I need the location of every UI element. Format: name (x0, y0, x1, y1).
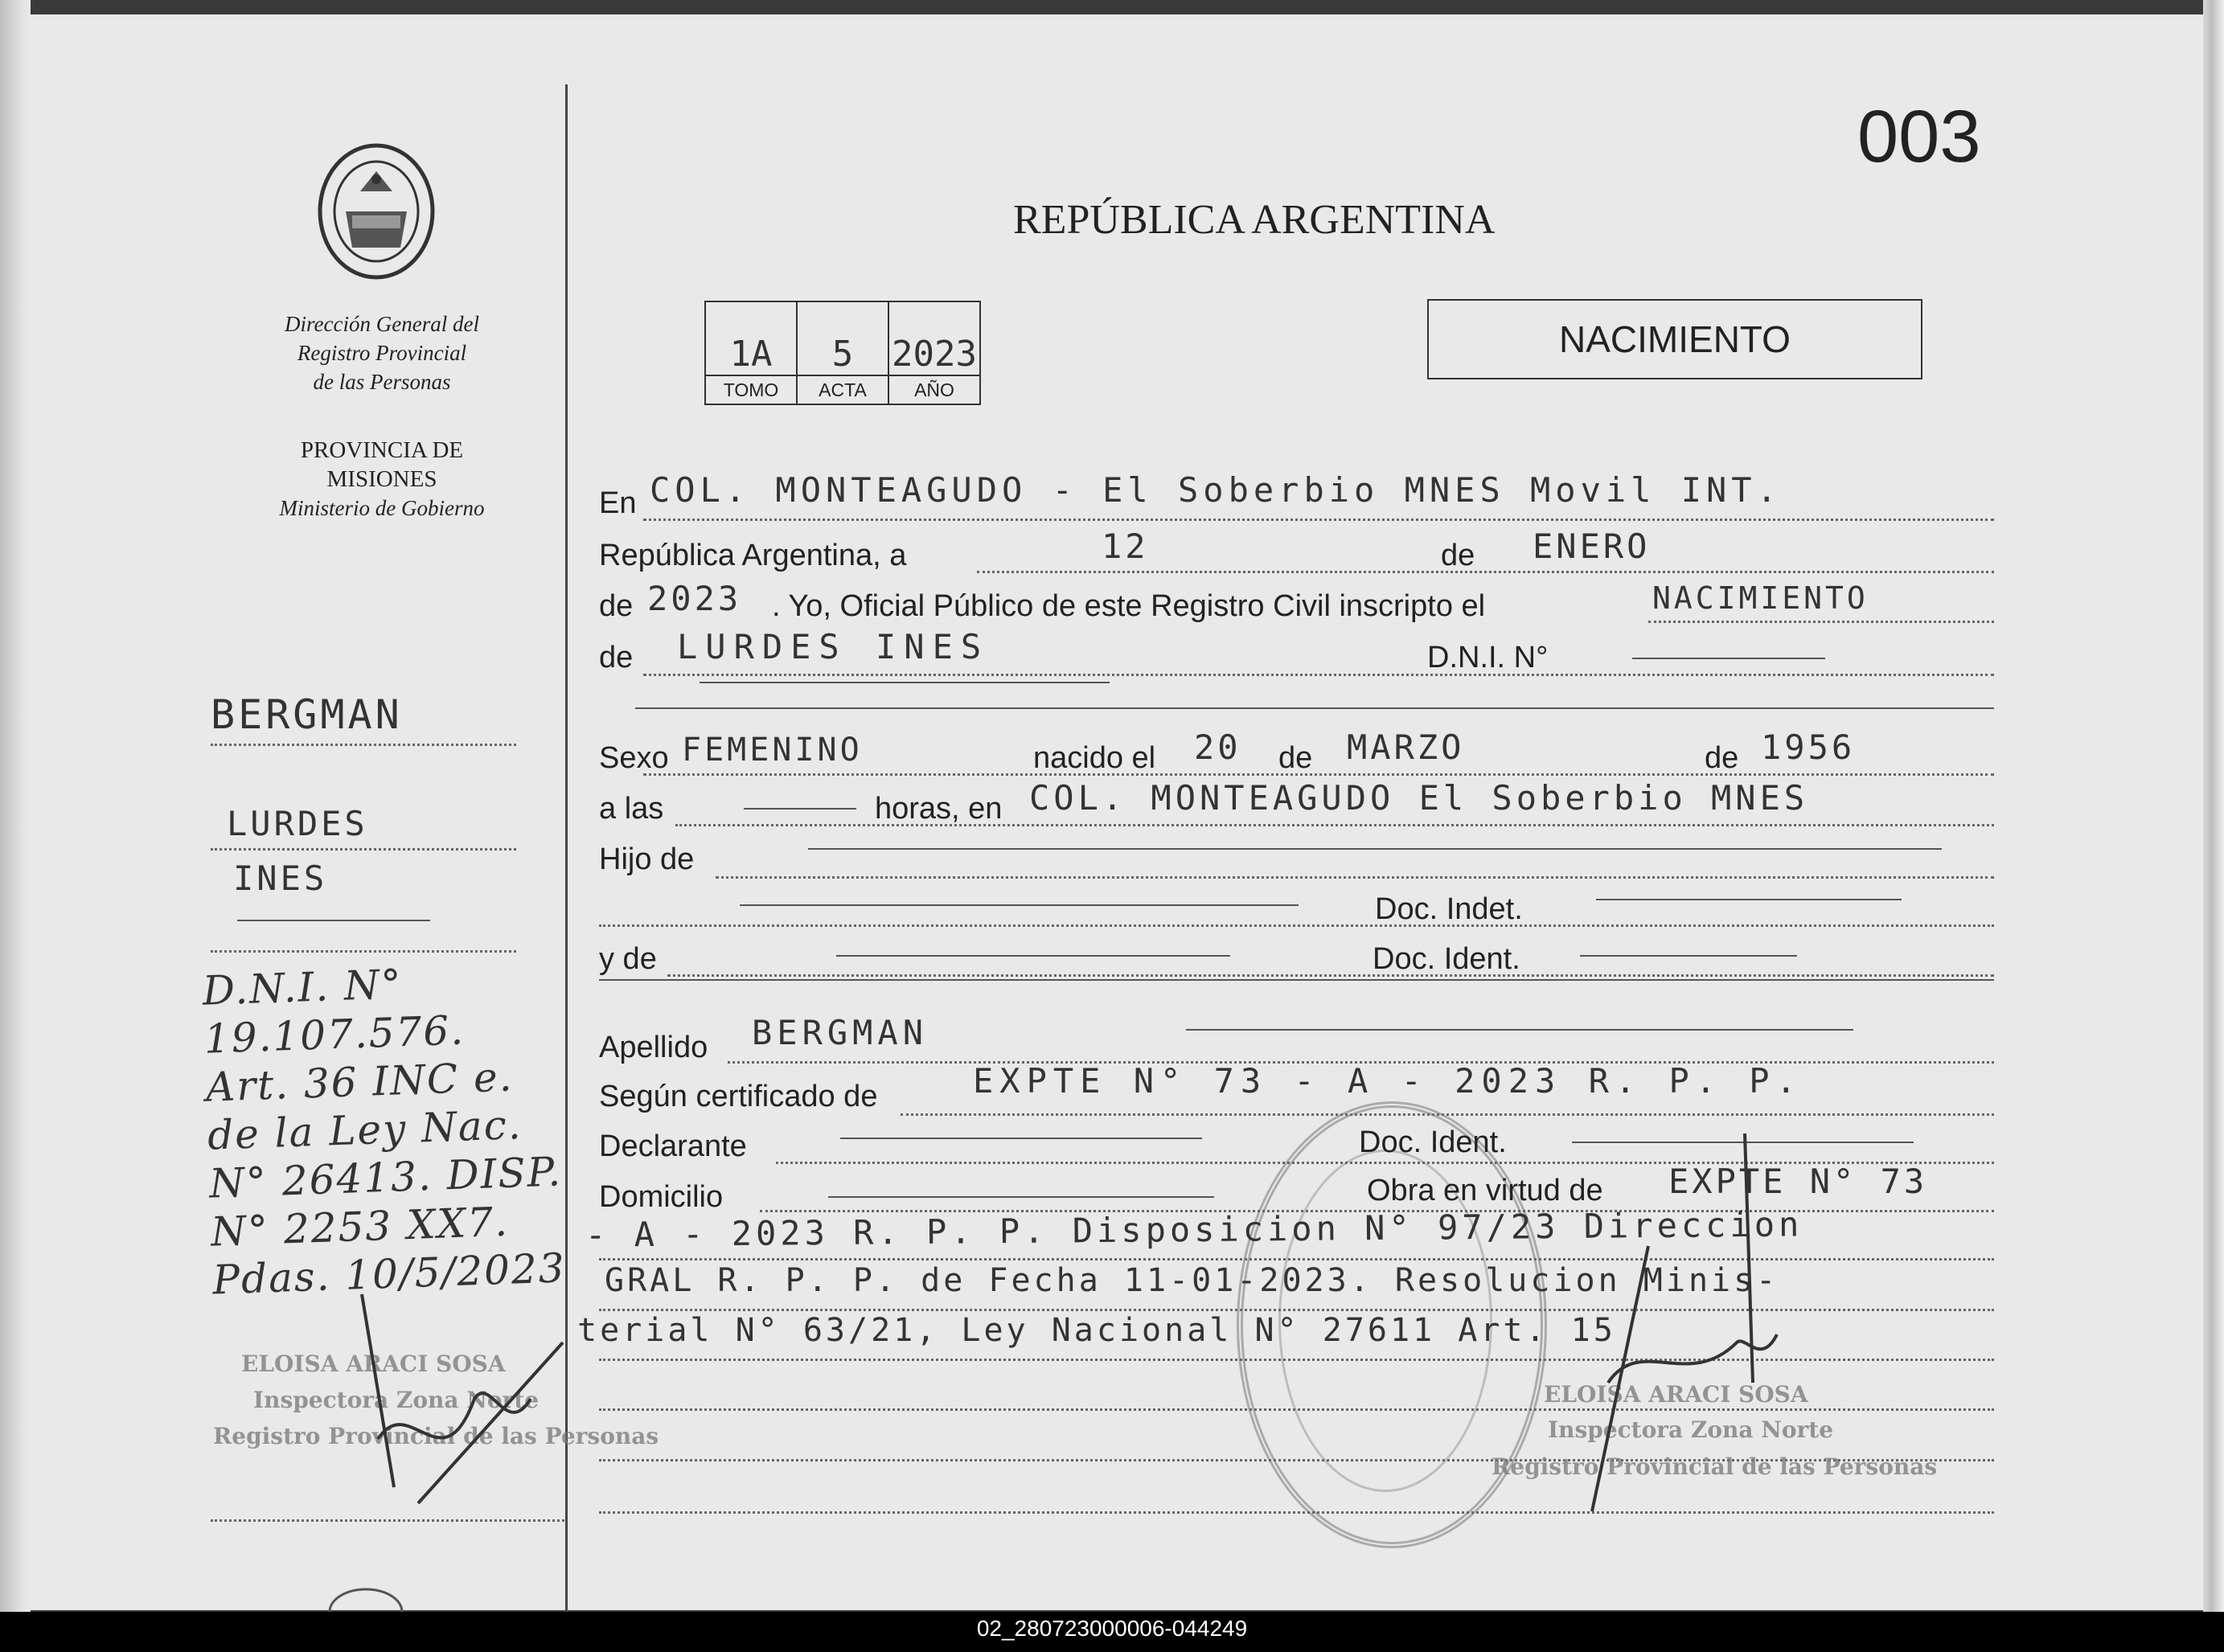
form-line (675, 824, 1994, 826)
official-signature-icon (1576, 1125, 1785, 1527)
provincial-seal-icon (304, 135, 449, 288)
note-line: N° 26413. DISP. (208, 1148, 563, 1207)
sidebar-ministry: Ministerio de Gobierno (279, 496, 485, 520)
sidebar-stamp-name: ELOISA ARACI SOSA (241, 1351, 506, 1377)
sidebar-province-line2: MISIONES (326, 466, 437, 492)
obra-line3: GRAL R. P. P. de Fecha 11-01-2023. Resolucion Minis- (605, 1262, 1779, 1299)
note-line: Pdas. 10/5/2023 (211, 1244, 567, 1304)
acta-label: ACTA (797, 375, 888, 404)
obra-label: Obra en virtud de (1367, 1174, 1603, 1207)
birth-month: MARZO (1347, 728, 1465, 767)
horas-label: horas, en (875, 792, 1003, 826)
sidebar-stamp-title: Inspectora Zona Norte (253, 1387, 540, 1413)
official-stamp-title: Inspectora Zona Norte (1548, 1416, 1834, 1443)
yo-text: . Yo, Oficial Público de este Registro Civil inscripto el (772, 589, 1486, 623)
doc-indet-label: Doc. Indet. (1375, 892, 1523, 926)
sexo-label: Sexo (599, 741, 669, 775)
birth-de1: de (1278, 741, 1313, 775)
mother-dash (836, 955, 1230, 957)
certificado-label: Según certificado de (599, 1080, 878, 1113)
apellido-value: BERGMAN (752, 1013, 929, 1052)
sidebar-stamp-org: Registro Provincial de las Personas (213, 1423, 659, 1449)
month-value: ENERO (1533, 527, 1651, 566)
doc-ident-label: Doc. Ident. (1373, 942, 1520, 976)
de3-label: de (599, 641, 634, 674)
declarante-dash (840, 1138, 1202, 1139)
note-line: N° 2253 XX7. (210, 1198, 510, 1256)
sidebar-office-line3: de las Personas (313, 370, 451, 394)
de2-label: de (599, 589, 634, 623)
birth-day: 20 (1194, 728, 1241, 767)
parent-dash (740, 904, 1299, 906)
obra-line4: terial N° 63/21, Ley Nacional N° 27611 Art. 15 (577, 1312, 1616, 1349)
name-value: LURDES INES (677, 627, 990, 666)
sidebar-given-name1: LURDES (227, 804, 368, 843)
record-type-box: NACIMIENTO (1427, 299, 1922, 379)
official-stamp-name: ELOISA ARACI SOSA (1544, 1381, 1808, 1408)
anio-label: AÑO (888, 375, 980, 404)
binding-shadow (0, 0, 31, 1612)
apellido-dash (1186, 1029, 1853, 1031)
birthplace-value: COL. MONTEAGUDO El Soberbio MNES (1029, 778, 1809, 818)
obra-line2: - A - 2023 R. P. P. Disposicion N° 97/23 Direccion (585, 1204, 1803, 1255)
certificado-value: EXPTE N° 73 - A - 2023 R. P. P. (973, 1061, 1803, 1101)
year-value: 2023 (647, 579, 742, 618)
declarante-label: Declarante (599, 1129, 747, 1163)
en-value: COL. MONTEAGUDO - El Soberbio MNES Movil INT. (650, 470, 1782, 510)
note-line: Art. 36 INC e. (205, 1053, 515, 1111)
doc-ident2-label: Doc. Ident. (1359, 1125, 1507, 1159)
apellido-label: Apellido (599, 1031, 708, 1064)
tomo-label: TOMO (705, 375, 797, 404)
note-line: de la Ley Nac. (207, 1101, 523, 1159)
dni-label: D.N.I. N° (1427, 641, 1549, 674)
birth-year: 1956 (1761, 728, 1856, 767)
anio-value: 2023 (888, 301, 980, 375)
sexo-value: FEMENINO (682, 732, 863, 769)
hijo-label: Hijo de (599, 842, 695, 876)
sidebar-office-line1: Dirección General del (285, 312, 479, 336)
tomo-value: 1A (705, 301, 797, 375)
page-number: 003 (1857, 96, 1981, 178)
sidebar-line (211, 744, 516, 746)
sidebar-notes (202, 954, 567, 1304)
name-underline (700, 682, 1110, 683)
acta-value: 5 (797, 301, 888, 375)
form-line (1648, 621, 1994, 623)
seal-fragment-icon (326, 1588, 406, 1612)
sidebar-line (211, 1519, 564, 1522)
dni-dash (1632, 658, 1825, 659)
de-label: de (1441, 539, 1475, 572)
form-line (643, 519, 1994, 521)
sidebar-surname: BERGMAN (211, 691, 403, 738)
birth-de2: de (1705, 741, 1739, 775)
sidebar-office-line2: Registro Provincial (297, 341, 467, 365)
note-line: D.N.I. N° (201, 961, 404, 1015)
day-value: 12 (1102, 527, 1149, 566)
form-line (977, 571, 1994, 573)
form-line (643, 773, 1994, 776)
a-las-label: a las (599, 792, 664, 826)
domicilio-dash (828, 1196, 1214, 1198)
sidebar-line (211, 950, 516, 953)
inscripto-value: NACIMIENTO (1652, 580, 1869, 616)
y-de-label: y de (599, 942, 657, 976)
sidebar-given-name2: INES (233, 859, 328, 898)
republica-label: República Argentina, a (599, 539, 907, 572)
note-line: 19.107.576. (203, 1006, 466, 1063)
doc-ident-dash (1580, 955, 1797, 957)
sidebar-underline (237, 920, 430, 921)
signature-icon (346, 1278, 571, 1535)
official-stamp-org: Registro Provincial de las Personas (1492, 1453, 1938, 1480)
form-line (599, 924, 1994, 927)
hour-dash (744, 808, 856, 810)
obra-value: EXPTE N° 73 (1668, 1162, 1928, 1201)
domicilio-label: Domicilio (599, 1180, 724, 1214)
sidebar-line (211, 848, 516, 851)
footer-id: 02_280723000006-044249 (976, 1616, 1248, 1641)
hijo-dash (808, 848, 1942, 850)
record-number-box (704, 301, 981, 405)
doc-indet-dash (1596, 899, 1902, 900)
form-line (716, 876, 1994, 879)
form-solid-line (599, 979, 1994, 981)
form-line (667, 974, 1994, 977)
form-solid-line (635, 707, 1994, 709)
sidebar-province-line1: PROVINCIA DE (300, 437, 464, 463)
republic-title: REPÚBLICA ARGENTINA (1013, 197, 1496, 243)
page-edge (2203, 0, 2224, 1612)
nacido-label: nacido el (1033, 741, 1156, 775)
form-line (643, 674, 1994, 676)
en-label: En (599, 486, 637, 520)
